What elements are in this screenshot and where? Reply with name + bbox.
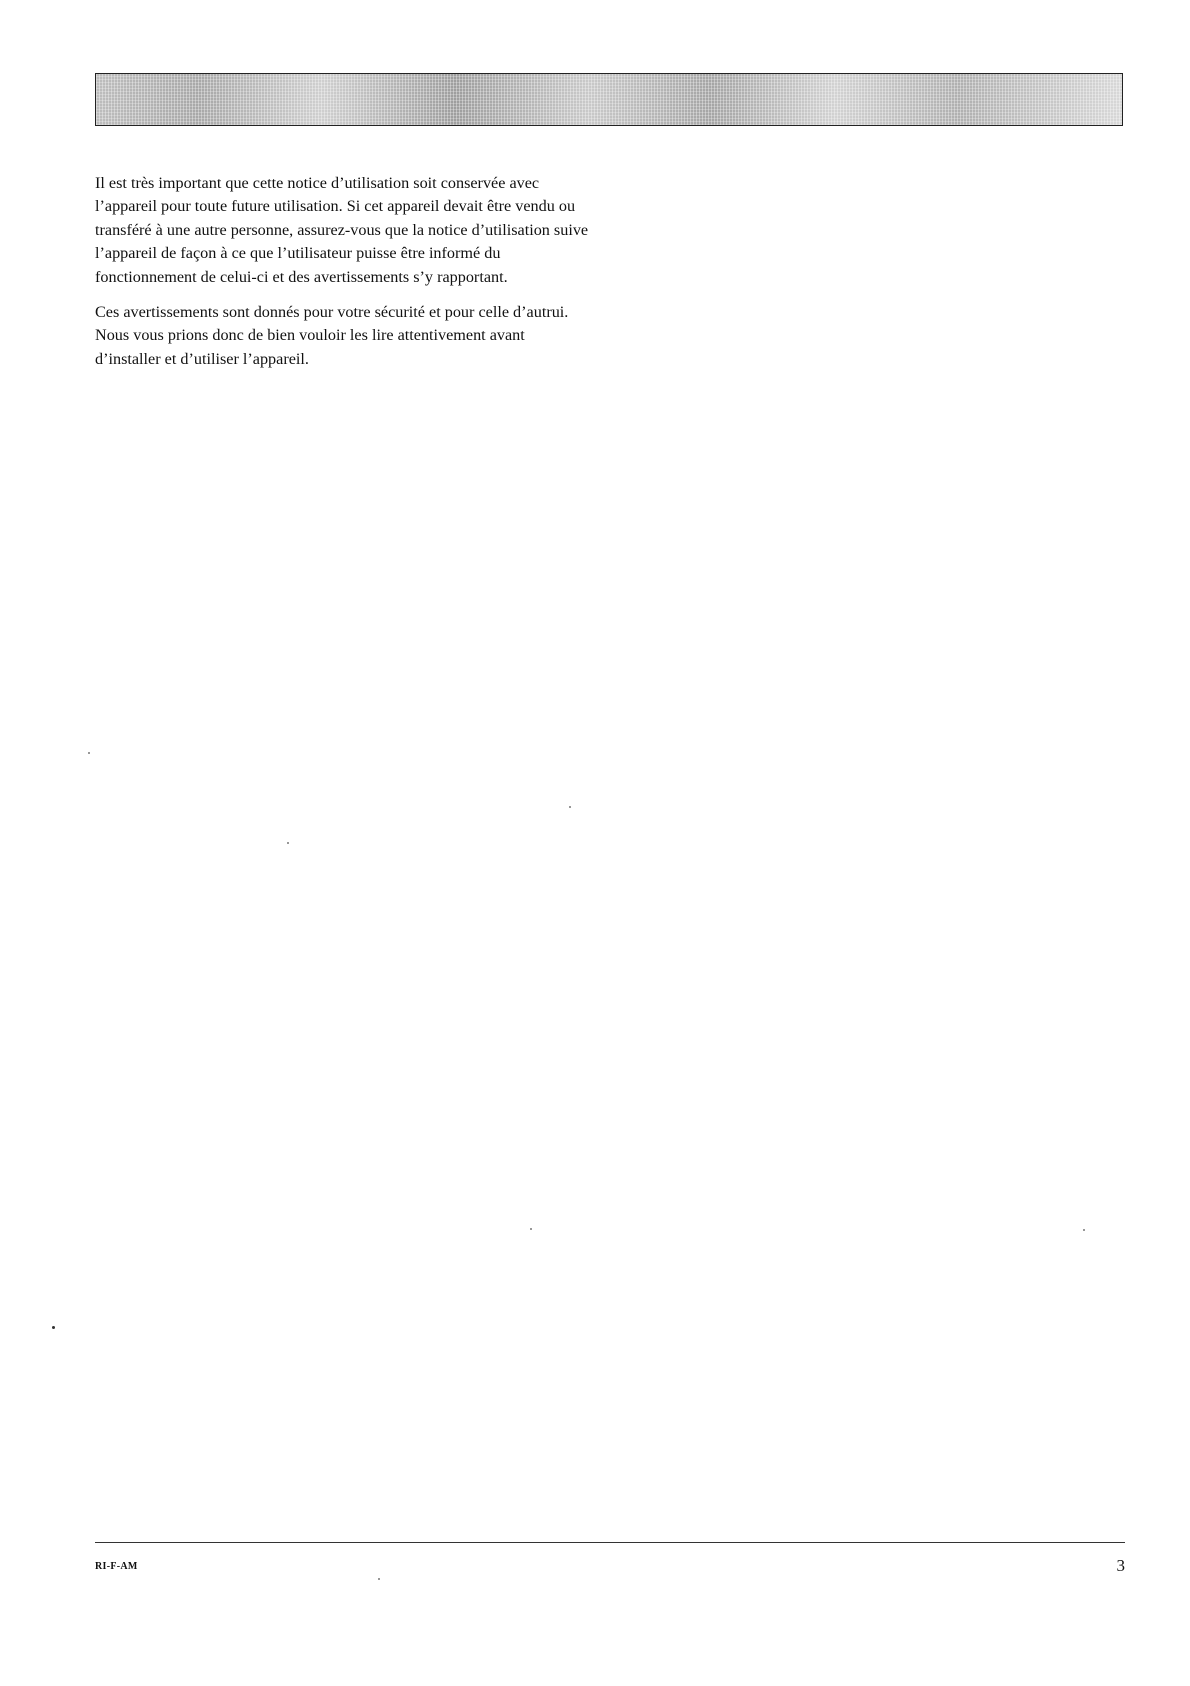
footer-rule (95, 1542, 1125, 1543)
scan-speck (569, 806, 571, 808)
scan-speck (88, 752, 90, 754)
scan-speck (287, 842, 289, 844)
scan-speck (378, 1578, 380, 1580)
page-number: 3 (1116, 1556, 1125, 1575)
paragraph-safety-warnings: Ces avertissements sont donnés pour votre sécurité et pour celle d’autrui. Nous vous prions donc de bien vouloir les lire attentivement avant d’installer et d’utiliser l’appareil. (95, 303, 569, 368)
body-text (95, 172, 590, 383)
header-band (95, 73, 1123, 126)
scan-speck (52, 1326, 55, 1329)
paragraph-notice-keep: Il est très important que cette notice d’utilisation soit conservée avec l’appareil pour toute future utilisation. Si cet appareil devait être vendu ou transféré à une autre personne, assurez-vous que la notice d’utilisation suive l’appareil de façon à ce que l’utilisateur puisse être informé du fonctionnement de celui-ci et des avertissements s’y rapportant. (95, 174, 589, 286)
footer-document-code: RI-F-AM (95, 1561, 138, 1572)
scan-speck (530, 1228, 532, 1230)
scan-speck (1083, 1229, 1085, 1231)
